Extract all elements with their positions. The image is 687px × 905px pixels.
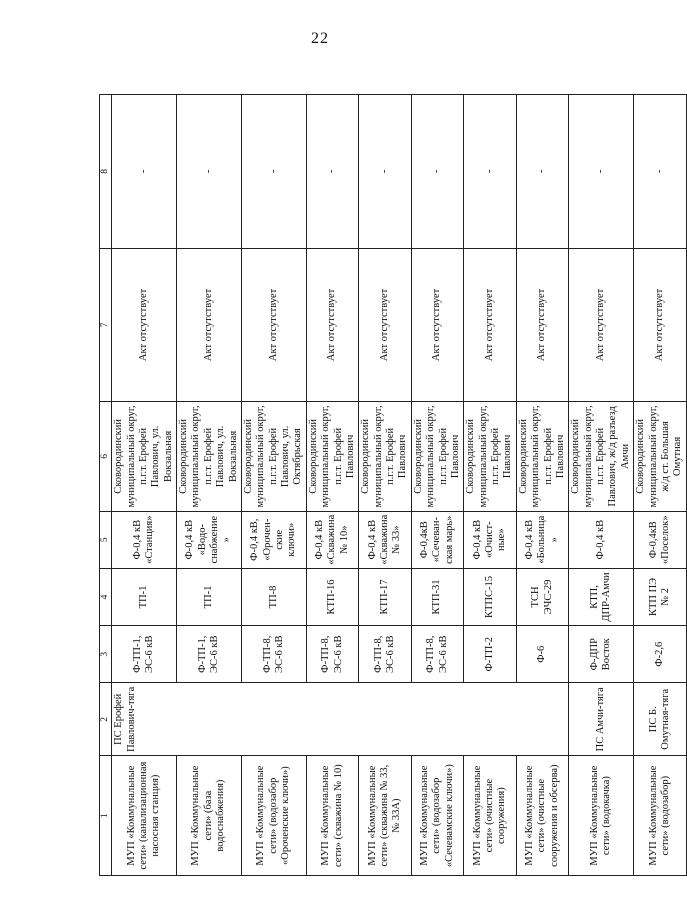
tp-cell: ТП-1 — [112, 568, 177, 625]
table-row — [359, 95, 412, 876]
column-number: 7 — [100, 248, 112, 402]
line-cell: Ф-0,4кВ «Поселок» — [634, 511, 687, 568]
address-cell: Сковородинский муниципальный округ, п.г.т. Ерофей Павлович — [516, 402, 569, 511]
tp-cell: ТП-1 — [177, 568, 242, 625]
feeder-cell: Ф-ТП-8, ЭС-6 кВ — [359, 626, 412, 683]
tp-cell: КТП ПЭ № 2 — [634, 568, 687, 625]
table-row — [241, 95, 306, 876]
note-cell: - — [569, 95, 634, 249]
address-cell: Сковородинский муниципальный округ, ж/д ст. Большая Омутная — [634, 402, 687, 511]
note-cell: - — [464, 95, 517, 249]
tp-cell: КТП-17 — [359, 568, 412, 625]
org-cell: МУП «Коммунальные сети» (водокачка) — [569, 756, 634, 876]
address-cell: Сковородинский муниципальный округ, п.г.т. Ерофей Павлович, ул. Октябрьская — [241, 402, 306, 511]
org-cell: МУП «Коммунальные сети» (скважина № 10) — [306, 756, 359, 876]
org-cell: МУП «Коммунальные сети» (база водоснабжения) — [177, 756, 242, 876]
line-cell: Ф-0,4кВ «Сечеван-ская марь» — [411, 511, 464, 568]
act-cell: Акт отсутствует — [411, 248, 464, 402]
table-row — [569, 95, 634, 876]
note-cell: - — [112, 95, 177, 249]
act-cell: Акт отсутствует — [112, 248, 177, 402]
feeder-cell: Ф-ТП-2 — [464, 626, 517, 683]
act-cell: Акт отсутствует — [241, 248, 306, 402]
act-cell: Акт отсутствует — [177, 248, 242, 402]
table-row — [112, 95, 177, 876]
note-cell: - — [241, 95, 306, 249]
tp-cell: КТПС-15 — [464, 568, 517, 625]
address-cell: Сковородинский муниципальный округ, п.г.т. Ерофей Павлович — [359, 402, 412, 511]
act-cell: Акт отсутствует — [359, 248, 412, 402]
org-cell: МУП «Коммунальные сети» (канализационная насосная станция) — [112, 756, 177, 876]
act-cell: Акт отсутствует — [634, 248, 687, 402]
org-cell: МУП «Коммунальные сети» (водозабор) — [634, 756, 687, 876]
org-cell: МУП «Коммунальные сети» (скважина № 33, № 33А) — [359, 756, 412, 876]
address-cell: Сковородинский муниципальный округ, п.г.т. Ерофей Павлович, ж/д разъезд Амчи — [569, 402, 634, 511]
feeder-cell: Ф-ДПР Восток — [569, 626, 634, 683]
column-number: 3 — [100, 626, 112, 683]
act-cell: Акт отсутствует — [306, 248, 359, 402]
note-cell: - — [411, 95, 464, 249]
feeder-cell: Ф-2,6 — [634, 626, 687, 683]
rotated-table-wrapper — [99, 94, 684, 876]
table-row — [411, 95, 464, 876]
column-number: 5 — [100, 511, 112, 568]
org-cell: МУП «Коммунальные сети» (очистные сооружения) — [464, 756, 517, 876]
address-cell: Сковородинский муниципальный округ, п.г.т. Ерофей Павлович — [306, 402, 359, 511]
org-cell: МУП «Коммунальные сети» (водозабор «Ороченские ключи») — [241, 756, 306, 876]
feeder-cell: Ф-ТП-1, ЭС-6 кВ — [177, 626, 242, 683]
org-cell: МУП «Коммунальные сети» (водозабор «Сечевамские ключи») — [411, 756, 464, 876]
feeder-cell: Ф-6 — [516, 626, 569, 683]
tp-cell: КТП, ДПР-Амчи — [569, 568, 634, 625]
act-cell: Акт отсутствует — [516, 248, 569, 402]
address-cell: Сковородинский муниципальный округ, п.г.т. Ерофей Павлович — [411, 402, 464, 511]
page-number: 22 — [311, 30, 329, 47]
tp-cell: ТСН ЭЧС-29 — [516, 568, 569, 625]
tp-cell: КТП-16 — [306, 568, 359, 625]
address-cell: Сковородинский муниципальный округ, п.г.т. Ерофей Павлович, ул. Вокзальная — [112, 402, 177, 511]
line-cell: Ф-0,4 кВ — [569, 511, 634, 568]
column-numbers-row — [100, 95, 112, 876]
column-number: 2 — [100, 683, 112, 756]
act-cell: Акт отсутствует — [569, 248, 634, 402]
column-number: 1 — [100, 756, 112, 876]
org-cell: МУП «Коммунальные сети» (очистные сооружения и обсерва) — [516, 756, 569, 876]
table-row — [306, 95, 359, 876]
feeder-cell: Ф-ТП-8, ЭС-6 кВ — [241, 626, 306, 683]
line-cell: Ф-0,4 кВ «Очист-ные» — [464, 511, 517, 568]
note-cell: - — [177, 95, 242, 249]
line-cell: Ф-0,4 кВ, «Орочен-ские ключи» — [241, 511, 306, 568]
line-cell: Ф-0,4 кВ «Скважина № 33» — [359, 511, 412, 568]
line-cell: Ф-0,4 кВ «Скважина № 10» — [306, 511, 359, 568]
note-cell: - — [634, 95, 687, 249]
note-cell: - — [306, 95, 359, 249]
act-cell: Акт отсутствует — [464, 248, 517, 402]
address-cell: Сковородинский муниципальный округ, п.г.т. Ерофей Павлович — [464, 402, 517, 511]
table-row — [464, 95, 517, 876]
column-number: 8 — [100, 95, 112, 249]
table-row — [516, 95, 569, 876]
table-row — [177, 95, 242, 876]
line-cell: Ф-0,4 кВ «Водо-снабжение» — [177, 511, 242, 568]
substation-cell: ПС Ерофей Павлович-тяга — [112, 683, 569, 756]
column-number: 4 — [100, 568, 112, 625]
substation-table — [99, 94, 687, 876]
line-cell: Ф-0,4 кВ «Больница» — [516, 511, 569, 568]
substation-cell: ПС Амчи-тяга — [569, 683, 634, 756]
note-cell: - — [516, 95, 569, 249]
table-row — [634, 95, 687, 876]
tp-cell: ТП-8 — [241, 568, 306, 625]
column-number: 6 — [100, 402, 112, 511]
feeder-cell: Ф-ТП-8, ЭС-6 кВ — [411, 626, 464, 683]
feeder-cell: Ф-ТП-8, ЭС-6 кВ — [306, 626, 359, 683]
feeder-cell: Ф-ТП-1, ЭС-6 кВ — [112, 626, 177, 683]
tp-cell: КТП-31 — [411, 568, 464, 625]
substation-cell: ПС Б. Омутная-тяга — [634, 683, 687, 756]
address-cell: Сковородинский муниципальный округ, п.г.т. Ерофей Павлович, ул. Вокзальная — [177, 402, 242, 511]
note-cell: - — [359, 95, 412, 249]
line-cell: Ф-0,4 кВ «Станция» — [112, 511, 177, 568]
